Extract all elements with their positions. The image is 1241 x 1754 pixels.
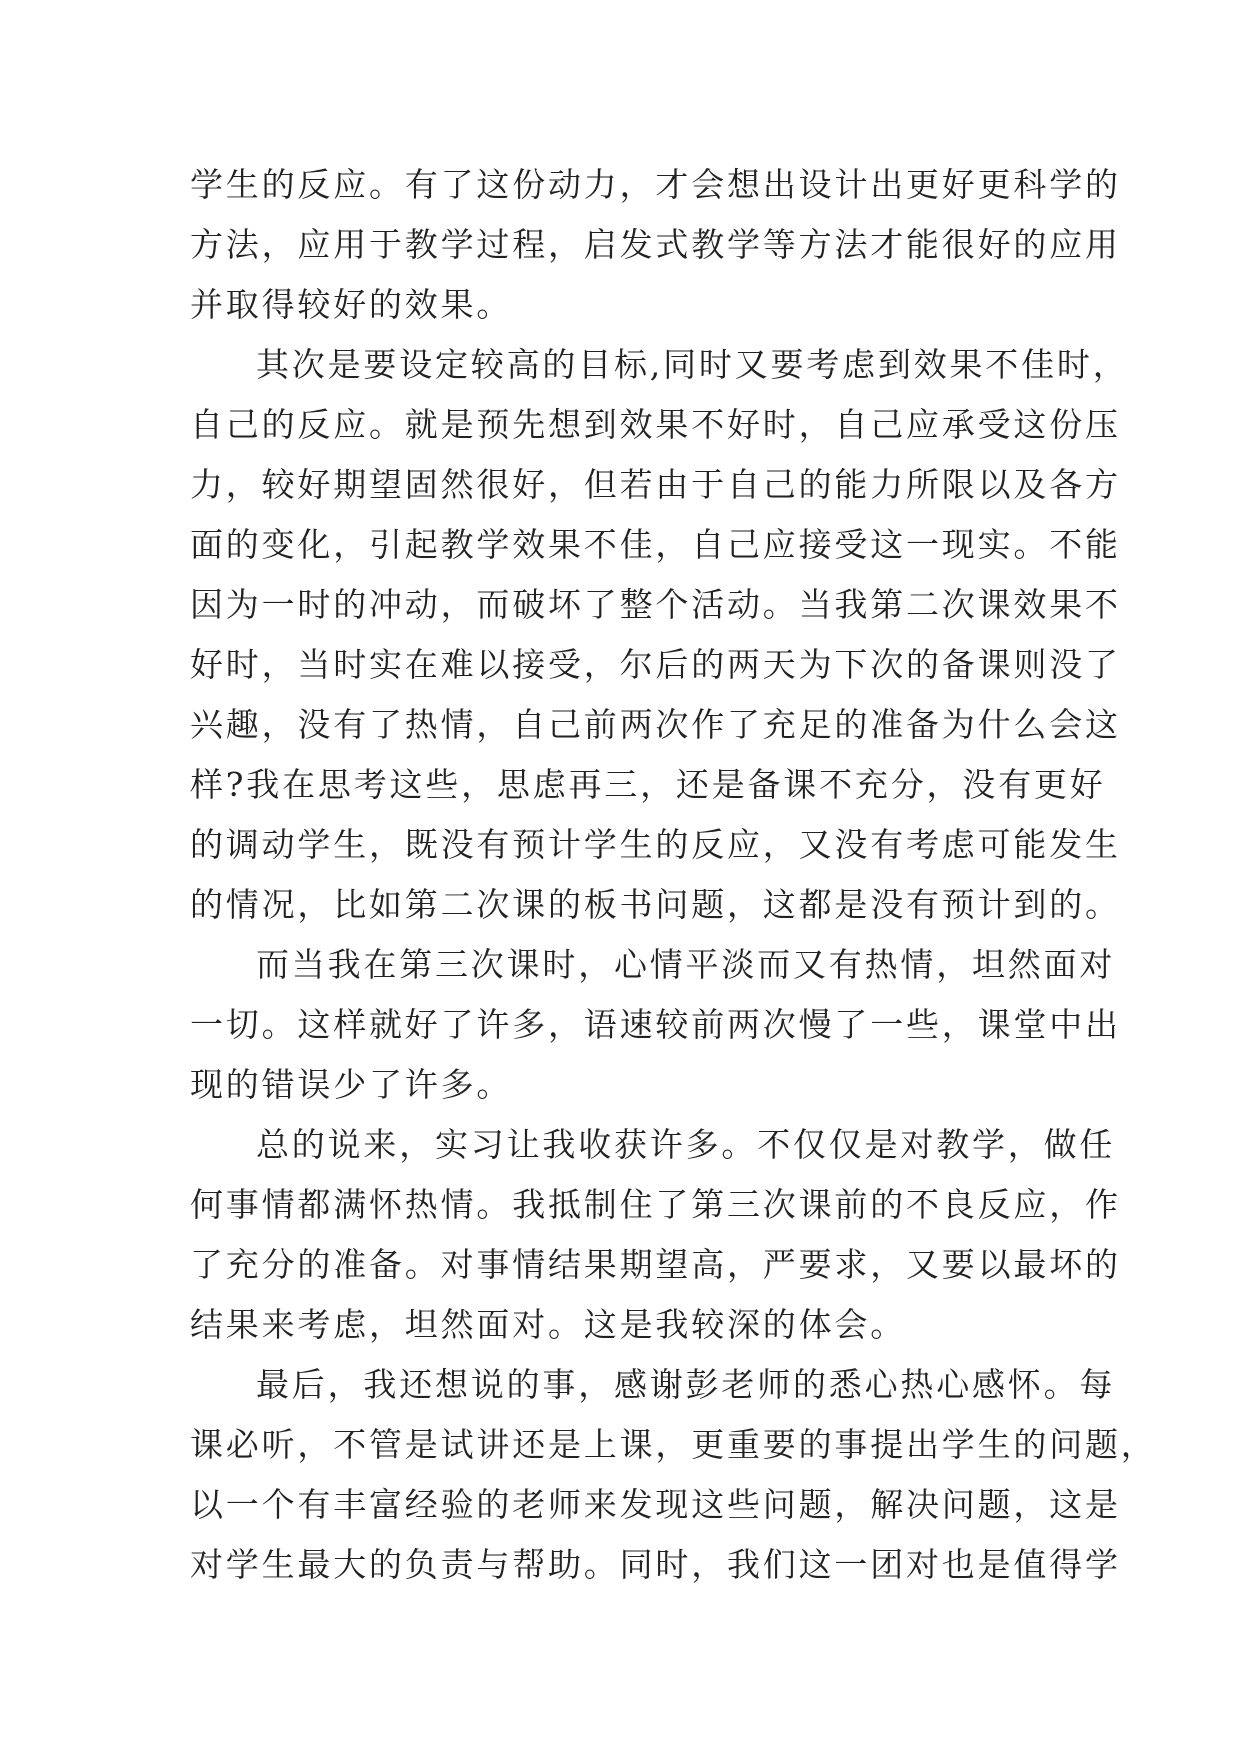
text-line: 对学生最大的负责与帮助。同时，我们这一团对也是值得学 xyxy=(190,1545,1121,1584)
text-line: 方法，应用于教学过程，启发式教学等方法才能很好的应用 xyxy=(190,225,1121,264)
text-line: 了充分的准备。对事情结果期望高，严要求，又要以最坏的 xyxy=(190,1245,1121,1284)
text-line: 样?我在思考这些，思虑再三，还是备课不充分，没有更好 xyxy=(190,765,1106,804)
paragraph-first-line: 最后，我还想说的事，感谢彭老师的悉心热心感怀。每 xyxy=(256,1365,1116,1404)
paragraph-first-line: 总的说来，实习让我收获许多。不仅仅是对教学，做任 xyxy=(256,1125,1116,1164)
paragraph-first-line: 而当我在第三次课时，心情平淡而又有热情，坦然面对 xyxy=(256,945,1116,984)
text-line: 的调动学生，既没有预计学生的反应，又没有考虑可能发生 xyxy=(190,825,1121,864)
text-line: 并取得较好的效果。 xyxy=(190,285,513,324)
text-line: 自己的反应。就是预先想到效果不好时，自己应承受这份压 xyxy=(190,405,1121,444)
text-line: 现的错误少了许多。 xyxy=(190,1065,513,1104)
paragraph-first-line: 其次是要设定较高的目标,同时又要考虑到效果不佳时， xyxy=(256,345,1129,384)
text-line: 以一个有丰富经验的老师来发现这些问题，解决问题，这是 xyxy=(190,1485,1121,1524)
text-line: 面的变化，引起教学效果不佳，自己应接受这一现实。不能 xyxy=(190,525,1121,564)
text-line: 一切。这样就好了许多，语速较前两次慢了一些，课堂中出 xyxy=(190,1005,1121,1044)
text-line: 结果来考虑，坦然面对。这是我较深的体会。 xyxy=(190,1305,906,1344)
text-line: 何事情都满怀热情。我抵制住了第三次课前的不良反应，作 xyxy=(190,1185,1121,1224)
text-line: 力，较好期望固然很好，但若由于自己的能力所限以及各方 xyxy=(190,465,1121,504)
text-line: 兴趣，没有了热情，自己前两次作了充足的准备为什么会这 xyxy=(190,705,1121,744)
document-body xyxy=(190,155,1157,1595)
text-line: 课必听，不管是试讲还是上课，更重要的事提出学生的问题， xyxy=(190,1425,1157,1464)
text-line: 的情况，比如第二次课的板书问题，这都是没有预计到的。 xyxy=(190,885,1121,924)
text-line: 学生的反应。有了这份动力，才会想出设计出更好更科学的 xyxy=(190,165,1121,204)
text-line: 好时，当时实在难以接受，尔后的两天为下次的备课则没了 xyxy=(190,645,1121,684)
text-line: 因为一时的冲动，而破坏了整个活动。当我第二次课效果不 xyxy=(190,585,1121,624)
